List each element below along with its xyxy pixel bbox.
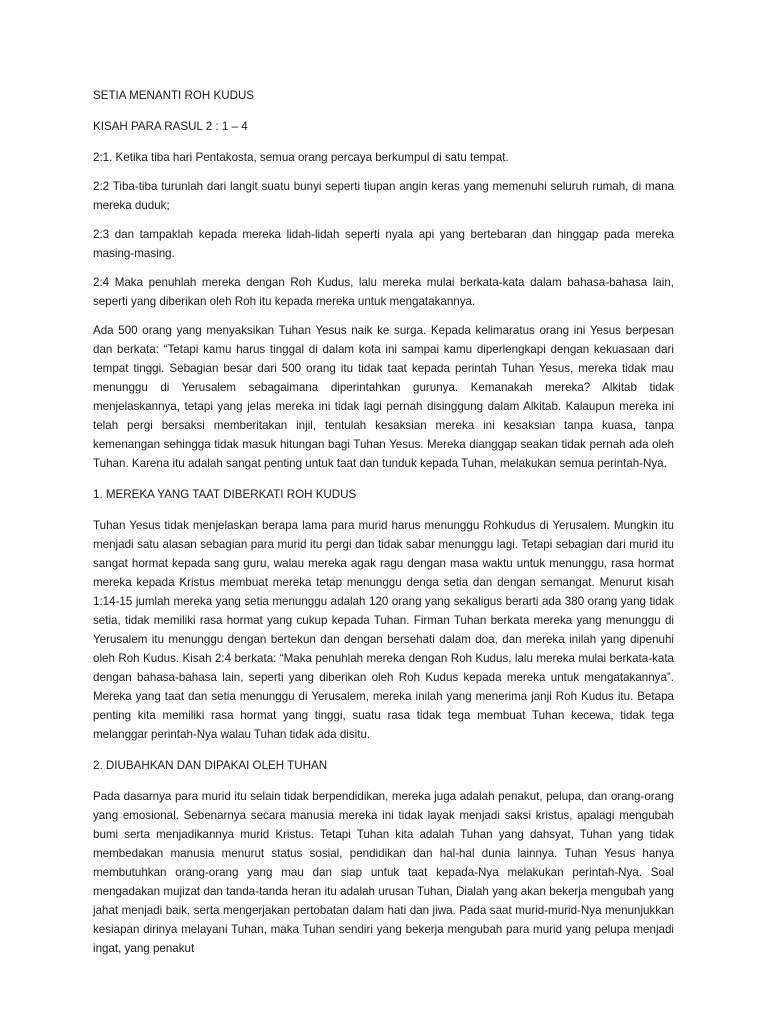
section-1-heading: 1. MEREKA YANG TAAT DIBERKATI ROH KUDUS <box>93 488 357 501</box>
verse-2-3: 2:3 dan tampaklah kepada mereka lidah-lidah seperti nyala api yang bertebaran dan hinggap pada mereka masing-masing. <box>93 228 674 260</box>
verse-2-1: 2:1. Ketika tiba hari Pentakosta, semua orang percaya berkumpul di satu tempat. <box>93 151 509 164</box>
document-title: SETIA MENANTI ROH KUDUS <box>93 89 255 102</box>
section-1-paragraph: Tuhan Yesus tidak menjelaskan berapa lama para murid harus menunggu Rohkudus di Yerusalem. Mungkin itu menjadi satu alasan sebagian para murid itu pergi dan tidak sabar menunggu lagi. Tetapi sebagian dari murid itu sangat hormat kepada sang guru, walau mereka agak ragu dengan masa waktu untuk menunggu, rasa hormat mereka kepada Kristus membuat mereka tetap menunggu denga setia dan dengan semangat. Menurut kisah 1:14-15 jumlah mereka yang setia menunggu adalah 120 orang yang sekaligus berarti ada 380 orang yang tidak setia, tidak memiliki rasa hormat yang cukup kepada Tuhan. Firman Tuhan berkata mereka yang menunggu di Yerusalem itu menunggu dengan bertekun dan dengan bersehati dalam doa, dan mereka inilah yang dipenuhi oleh Roh Kudus. Kisah 2:4 berkata: “Maka penuhlah mereka dengan Roh Kudus, lalu mereka mulai berkata-kata dengan bahasa-bahasa lain, seperti yang diberikan oleh Roh Kudus kepada mereka untuk mengatakannya”. Mereka yang taat dan setia menunggu di Yerusalem, mereka inilah yang menerima janji Roh Kudus itu. Betapa penting kita memiliki rasa hormat yang tinggi, suatu rasa tidak tega membuat Tuhan kecewa, tidak tega melanggar perintah-Nya walau Tuhan tidak ada disitu. <box>93 519 674 741</box>
document-body <box>93 86 674 970</box>
scripture-reference: KISAH PARA RASUL 2 : 1 – 4 <box>93 120 248 133</box>
intro-paragraph: Ada 500 orang yang menyaksikan Tuhan Yesus naik ke surga. Kepada kelimaratus orang ini Yesus berpesan dan berkata: “Tetapi kamu harus tinggal di dalam kota ini sampai kamu diperlengkapi dengan kekuasaan dari tempat tinggi. Sebagian besar dari 500 orang itu tidak taat kepada perintah Tuhan Yesus, mereka tidak mau menunggu di Yerusalem sebagaimana diperintahkan gurunya. Kemanakah mereka? Alkitab tidak menjelaskannya, tetapi yang jelas mereka ini tidak lagi pernah disinggung dalam Alkitab. Kalaupun mereka ini telah pergi bersaksi memberitakan injil, tentulah kesaksian mereka ini kesaksian tanpa kuasa, tanpa kemenangan sehingga tidak masuk hitungan bagi Tuhan Yesus. Mereka dianggap seakan tidak pernah ada oleh Tuhan. Karena itu adalah sangat penting untuk taat dan tunduk kepada Tuhan, melakukan semua perintah-Nya. <box>93 324 674 470</box>
verse-2-4: 2:4 Maka penuhlah mereka dengan Roh Kudus, lalu mereka mulai berkata-kata dalam bahasa-bahasa lain, seperti yang diberikan oleh Roh itu kepada mereka untuk mengatakannya. <box>93 276 674 308</box>
section-2-heading: 2. DIUBAHKAN DAN DIPAKAI OLEH TUHAN <box>93 759 328 772</box>
verse-2-2: 2:2 Tiba-tiba turunlah dari langit suatu bunyi seperti tiupan angin keras yang memenuhi seluruh rumah, di mana mereka duduk; <box>93 180 674 212</box>
section-2-paragraph: Pada dasarnya para murid itu selain tidak berpendidikan, mereka juga adalah penakut, pelupa, dan orang-orang yang emosional. Sebenarnya secara manusia mereka ini tidak layak menjadi saksi kristus, apalagi mengubah bumi serta menjadikannya murid Kristus. Tetapi Tuhan kita adalah Tuhan yang dahsyat, Tuhan yang tidak membedakan manusia menurut status sosial, pendidikan dan hal-hal dunia lainnya. Tuhan Yesus hanya membutuhkan orang-orang yang mau dan siap untuk taat kepada-Nya melakukan perintah-Nya. Soal mengadakan mujizat dan tanda-tanda heran itu adalah urusan Tuhan, Dialah yang akan bekerja mengubah yang jahat menjadi baik, serta mengerjakan pertobatan dalam hati dan jiwa. Pada saat murid-murid-Nya menunjukkan kesiapan dirinya melayani Tuhan, maka Tuhan sendiri yang bekerja mengubah para murid yang pelupa menjadi ingat, yang penakut <box>93 790 674 955</box>
